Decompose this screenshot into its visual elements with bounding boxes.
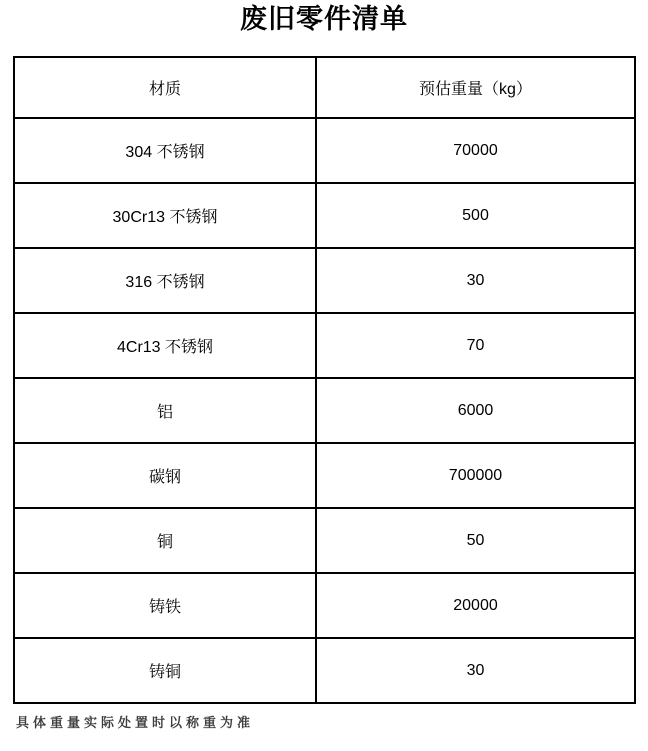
material-cell: 碳钢 [14,443,316,508]
material-cell: 30Cr13 不锈钢 [14,183,316,248]
material-cell: 4Cr13 不锈钢 [14,313,316,378]
table-row [14,118,635,183]
table-row [14,313,635,378]
weight-cell: 30 [316,248,635,313]
weight-cell: 70 [316,313,635,378]
table-body [14,118,635,703]
table-header-row [14,57,635,118]
footnote-text: 具体重量实际处置时以称重为准 [16,715,255,730]
weight-cell: 6000 [316,378,635,443]
weight-cell: 500 [316,183,635,248]
column-header-material: 材质 [14,57,316,118]
material-cell: 铜 [14,508,316,573]
weight-cell: 700000 [316,443,635,508]
table-row [14,508,635,573]
material-cell: 铸铁 [14,573,316,638]
weight-cell: 50 [316,508,635,573]
material-cell: 304 不锈钢 [14,118,316,183]
table-row [14,378,635,443]
material-cell: 铝 [14,378,316,443]
table-row [14,248,635,313]
parts-table [13,56,636,704]
table-row [14,573,635,638]
page-title: 废旧零件清单 [240,4,408,34]
weight-cell: 30 [316,638,635,703]
weight-cell: 70000 [316,118,635,183]
table-row [14,183,635,248]
table-row [14,443,635,508]
table-row [14,638,635,703]
material-cell: 316 不锈钢 [14,248,316,313]
material-cell: 铸铜 [14,638,316,703]
column-header-weight: 预估重量（kg） [316,57,635,118]
weight-cell: 20000 [316,573,635,638]
